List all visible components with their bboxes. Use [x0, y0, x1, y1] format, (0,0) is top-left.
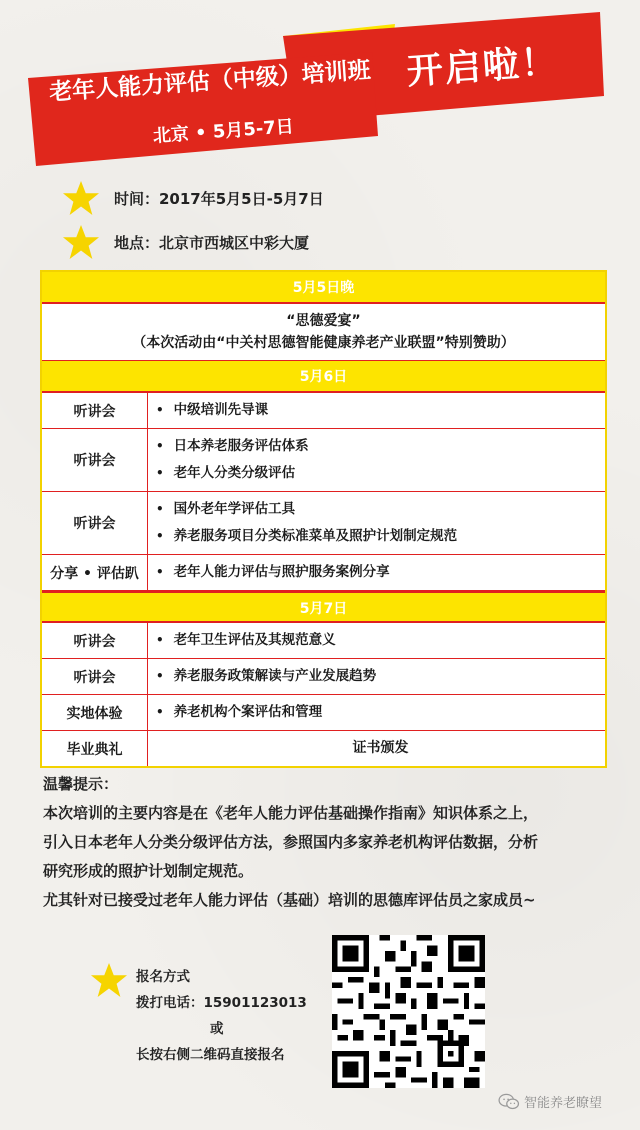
registration-label: 报名方式 [136, 969, 190, 985]
banner-subtitle: 北京 • 5月5-7日 [152, 116, 295, 147]
table-row [42, 393, 605, 429]
session-type: 实地体验 [42, 695, 148, 730]
table-row [42, 659, 605, 695]
day1-note [42, 304, 605, 361]
table-row [42, 731, 605, 766]
star-icon [90, 962, 128, 998]
session-type: 听讲会 [42, 492, 148, 554]
banner-title: 老年人能力评估（中级）培训班 [48, 57, 372, 106]
session-item: • 中级培训先导课 [156, 397, 605, 424]
tips-line: 尤其针对已接受过老年人能力评估（基础）培训的思德库评估员之家成员~ [43, 891, 536, 909]
session-item: • 养老服务项目分类标准菜单及照护计划制定规范 [156, 523, 605, 550]
session-type: 听讲会 [42, 393, 148, 428]
tips-line: 引入日本老年人分类分级评估方法，参照国内多家养老机构评估数据，分析 [43, 833, 539, 851]
registration-phone[interactable]: 拨打电话：15901123013 [136, 995, 307, 1011]
info-time-row [62, 180, 324, 216]
info-location-row [62, 224, 309, 260]
session-type: 毕业典礼 [42, 731, 148, 766]
session-item: • 老年人分类分级评估 [156, 460, 605, 487]
table-row [42, 429, 605, 492]
schedule-table [40, 270, 607, 768]
session-item: • 日本养老服务评估体系 [156, 433, 605, 460]
table-row [42, 492, 605, 555]
wechat-icon [498, 1093, 520, 1111]
session-item: • 老年卫生评估及其规范意义 [156, 627, 605, 654]
registration-qr-hint: 长按右侧二维码直接报名 [136, 1047, 285, 1063]
tips-heading: 温馨提示： [43, 775, 119, 793]
footer-account-name: 智能养老瞭望 [524, 1096, 603, 1111]
tips-section [43, 770, 613, 915]
star-icon [62, 224, 100, 260]
session-item: 证书颁发 [352, 740, 409, 756]
session-type: 分享 • 评估趴 [42, 555, 148, 590]
info-time: 时间：2017年5月5日-5月7日 [114, 189, 324, 208]
session-type: 听讲会 [42, 429, 148, 491]
day1-note-sponsor: （本次活动由“中关村思德智能健康养老产业联盟”特别赞助） [132, 335, 515, 351]
session-item: • 国外老年学评估工具 [156, 496, 605, 523]
header-banner [0, 0, 640, 180]
registration-or: 或 [210, 1021, 224, 1037]
table-row [42, 623, 605, 659]
banner-tagline: 开启啦！ [405, 41, 561, 93]
footer-account [498, 1092, 602, 1111]
session-item: • 养老机构个案评估和管理 [156, 699, 605, 726]
session-item: • 老年人能力评估与照护服务案例分享 [156, 559, 605, 586]
table-row [42, 695, 605, 731]
session-type: 听讲会 [42, 659, 148, 694]
day1-note-title: “思德爱宴” [286, 313, 361, 329]
table-row [42, 555, 605, 591]
day2-header: 5月6日 [42, 361, 605, 393]
tips-line: 本次培训的主要内容是在《老年人能力评估基础操作指南》知识体系之上， [43, 804, 539, 822]
day1-header: 5月5日晚 [42, 272, 605, 304]
info-location: 地点：北京市西城区中彩大厦 [114, 233, 310, 252]
star-icon [62, 180, 100, 216]
session-type: 听讲会 [42, 623, 148, 658]
tips-line: 研究形成的照护计划制定规范。 [43, 862, 254, 880]
registration-info [136, 964, 307, 1068]
qr-code-icon[interactable] [332, 935, 485, 1088]
session-item: • 养老服务政策解读与产业发展趋势 [156, 663, 605, 690]
day3-header: 5月7日 [42, 591, 605, 623]
